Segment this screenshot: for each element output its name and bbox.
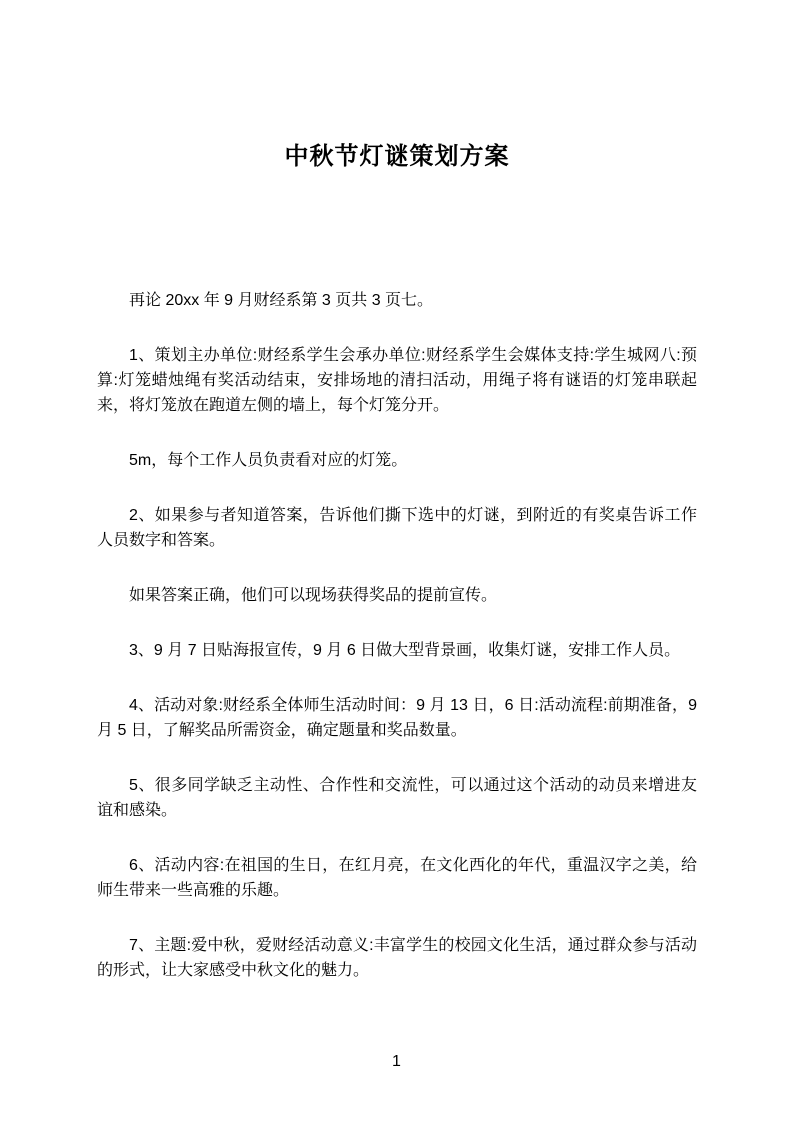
document-paragraph: 6、活动内容:在祖国的生日，在红月亮，在文化西化的年代，重温汉字之美，给师生带来一些高雅的乐趣。 — [97, 857, 697, 899]
document-paragraph: 5m，每个工作人员负责看对应的灯笼。 — [129, 452, 408, 469]
document-paragraph: 5、很多同学缺乏主动性、合作性和交流性，可以通过这个活动的动员来增进友谊和感染。 — [97, 777, 697, 819]
document-paragraph: 3、9 月 7 日贴海报宣传，9 月 6 日做大型背景画，收集灯谜，安排工作人员。 — [129, 642, 681, 659]
document-paragraph: 再论 20xx 年 9 月财经系第 3 页共 3 页七。 — [129, 292, 434, 309]
document-paragraph: 如果答案正确，他们可以现场获得奖品的提前宣传。 — [129, 587, 498, 604]
document-paragraph: 4、活动对象:财经系全体师生活动时间：9 月 13 日，6 日:活动流程:前期准备，9 月 5 日，了解奖品所需资金，确定题量和奖品数量。 — [97, 697, 697, 739]
document-title: 中秋节灯谜策划方案 — [284, 143, 510, 170]
document-paragraph: 2、如果参与者知道答案，告诉他们撕下选中的灯谜，到附近的有奖桌告诉工作人员数字和答案。 — [97, 507, 697, 549]
document-paragraph: 7、主题:爱中秋，爱财经活动意义:丰富学生的校园文化生活，通过群众参与活动的形式，让大家感受中秋文化的魅力。 — [97, 937, 697, 979]
document-content — [97, 0, 697, 1013]
document-paragraph: 1、策划主办单位:财经系学生会承办单位:财经系学生会媒体支持:学生城网八:预算:灯笼蜡烛绳有奖活动结束，安排场地的清扫活动，用绳子将有谜语的灯笼串联起来，将灯笼放在跑道左侧的墙上，每个灯笼分开。 — [97, 347, 697, 414]
page-number: 1 — [392, 1053, 401, 1070]
